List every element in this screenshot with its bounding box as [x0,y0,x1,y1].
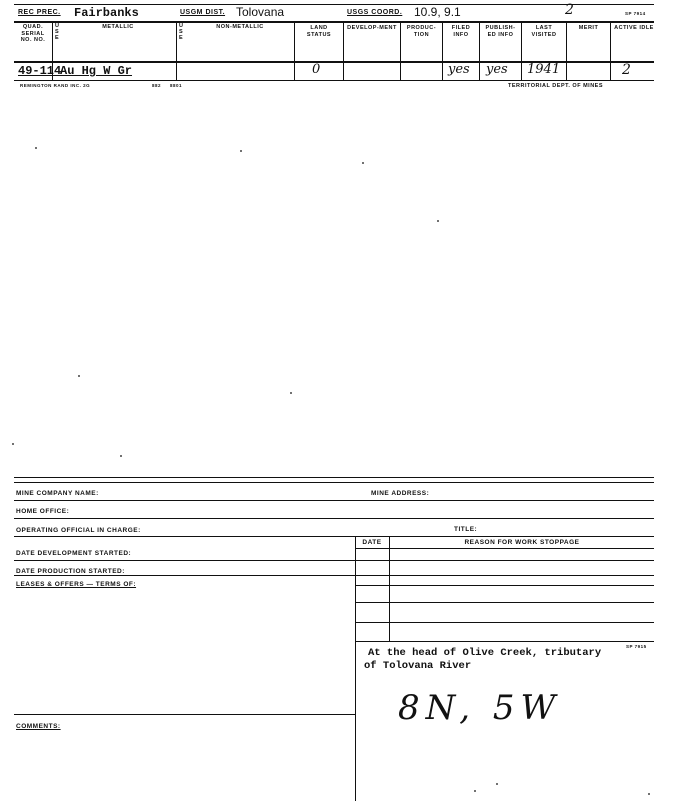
row-rule [14,500,654,501]
row-rule [14,575,654,576]
rec-prec-label: REC PREC. [18,9,61,16]
date-development-label: DATE DEVELOPMENT STARTED: [16,550,132,557]
printer-code-2: 8801 [170,83,183,88]
operating-official-label: OPERATING OFFICIAL IN CHARGE: [16,527,141,534]
handwritten-township-range: 8N, 5W [398,688,562,728]
col-merit: MERIT [578,25,599,31]
record-active-idle: 2 [622,62,631,78]
col-non-metallic: NON-METALLIC [216,24,264,30]
stoppage-header-rule [355,548,654,549]
usgs-coord-value: 10.9, 9.1 [414,5,461,19]
location-line-2: of Tolovana River [364,660,472,672]
col-land-status: LAND STATUS [306,25,332,38]
col-active-idle: ACTIVE IDLE [614,25,654,31]
record-filed-info: yes [448,62,470,77]
col-published-info: PUBLISH-ED INFO [485,25,516,38]
rec-prec-value: Fairbanks [74,6,139,20]
department-label: TERRITORIAL DEPT. OF MINES [508,83,603,89]
col-divider [479,22,480,80]
scan-speck [120,455,122,457]
lower-top-rule-2 [14,482,654,483]
col-divider [610,22,611,80]
scan-speck [474,790,476,792]
reason-col-header: REASON FOR WORK STOPPAGE [464,539,580,546]
col-divider [566,22,567,80]
scan-speck [437,220,439,222]
col-use-1: U S E [55,23,60,41]
col-divider [442,22,443,80]
lower-top-rule [14,477,654,478]
usgs-coord-label: USGS COORD. [347,9,403,16]
record-row-rule [14,80,654,81]
corner-mark: 2 [565,2,574,18]
printer-imprint: REMINGTON RAND INC. 2G [20,83,91,88]
usgm-dist-value: Tolovana [236,5,285,19]
col-filed-info: FILED INFO [451,25,471,38]
scan-speck [496,783,498,785]
record-serial: 49-114 [18,64,62,78]
top-border [14,4,654,5]
stoppage-row-rule [355,622,654,623]
col-metallic: METALLIC [102,24,134,30]
stoppage-row-rule [355,641,654,642]
home-office-label: HOME OFFICE: [16,508,70,515]
scan-speck [362,162,364,164]
col-divider [176,22,177,80]
col-use-2: U S E [179,23,184,41]
col-last-visited: LAST VISITED [531,25,557,38]
col-divider [400,22,401,80]
form-number-top: SP 7914 [625,11,646,16]
row-rule [14,518,654,519]
scan-speck [35,147,37,149]
col-divider [343,22,344,80]
record-land-status: 0 [312,62,321,77]
col-production: PRODUC-TION [406,25,437,38]
row-rule [14,560,654,561]
record-metallic: Au Hg W Gr [60,64,133,78]
date-col-divider [389,536,390,641]
record-last-visited: 1941 [527,62,561,77]
record-published-info: yes [486,62,508,77]
scan-speck [12,443,14,445]
col-divider [294,22,295,80]
stoppage-row-rule [355,602,654,603]
usgm-dist-label: USGM DIST. [180,9,226,16]
mine-address-label: MINE ADDRESS: [371,490,430,497]
header-rule [14,21,654,23]
col-development: DEVELOP-MENT [347,25,397,31]
row-rule [14,536,654,537]
stoppage-row-rule [355,585,654,586]
col-quad-serial: QUAD. SERIAL NO. NO. [20,24,46,43]
col-divider [521,22,522,80]
comments-top-rule [14,714,355,715]
comments-label: COMMENTS: [16,723,61,730]
title-label: TITLE: [454,526,478,533]
scan-speck [290,392,292,394]
printer-code-1: 882 [152,83,162,88]
scan-speck [240,150,242,152]
date-production-label: DATE PRODUCTION STARTED: [16,568,125,575]
leases-offers-label: LEASES & OFFERS — TERMS OF: [16,581,137,588]
location-line-1: At the head of Olive Creek, tributary [368,647,602,659]
form-number-bottom: SP 7915 [626,644,647,649]
scan-speck [648,793,650,795]
scan-speck [78,375,80,377]
mine-company-name-label: MINE COMPANY NAME: [16,490,99,497]
date-col-header: DATE [362,539,382,546]
